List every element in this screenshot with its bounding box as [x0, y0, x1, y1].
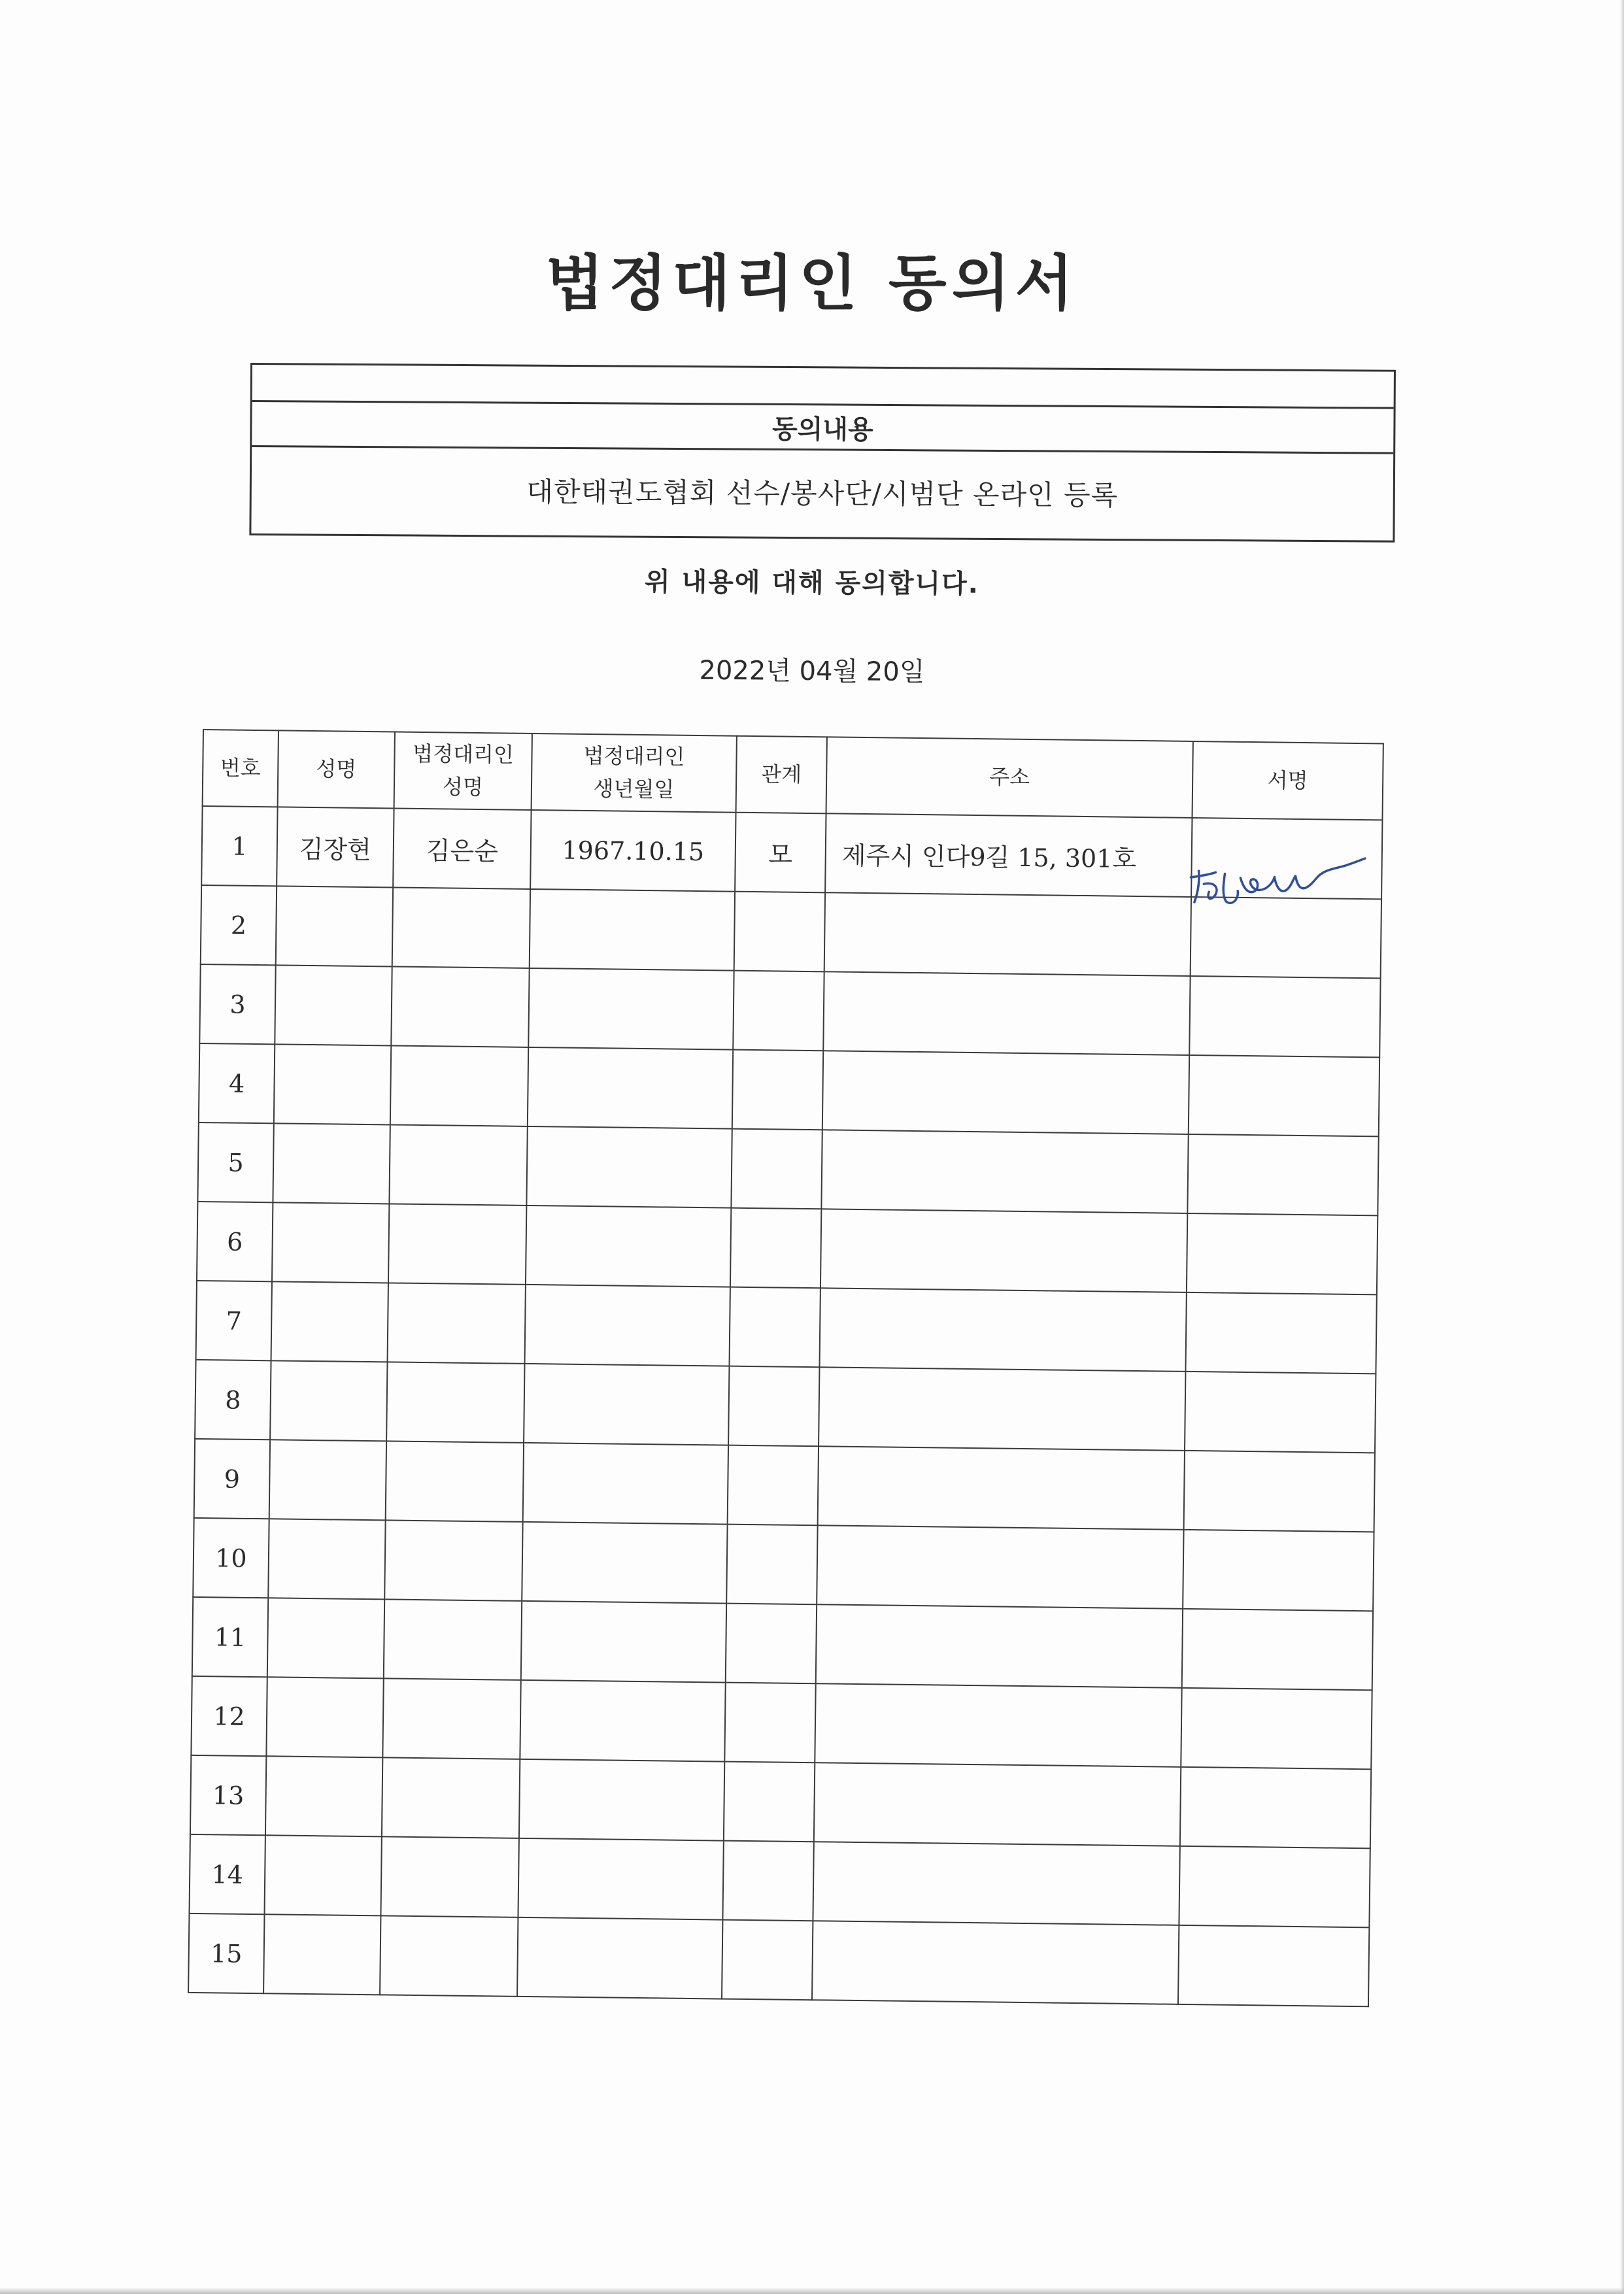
cell-guardian-birth — [528, 968, 734, 1050]
cell-signature — [1184, 1451, 1375, 1532]
cell-guardian-birth — [526, 1206, 731, 1287]
scan-edge-right — [1620, 0, 1624, 2294]
cell-guardian-name — [384, 1520, 522, 1600]
agreement-statement: 위 내용에 대해 동의합니다. — [644, 567, 980, 599]
document-date: 2022년 04월 20일 — [699, 655, 925, 688]
cell-no: 7 — [196, 1281, 272, 1360]
cell-name — [268, 1519, 385, 1599]
cell-relation — [728, 1445, 819, 1526]
header-relation: 관계 — [736, 736, 827, 814]
cell-address — [822, 1051, 1189, 1134]
cell-address — [812, 1921, 1179, 2004]
cell-name — [264, 1835, 381, 1915]
cell-signature — [1187, 1134, 1378, 1215]
cell-guardian-name: 김은순 — [393, 808, 531, 888]
cell-relation — [732, 1050, 823, 1130]
cell-guardian-name — [382, 1757, 520, 1838]
header-no: 번호 — [203, 730, 279, 807]
cell-guardian-name — [391, 966, 529, 1047]
cell-relation — [726, 1604, 817, 1684]
table-header-row — [203, 730, 1383, 820]
cell-guardian-birth: 1967.10.15 — [530, 810, 736, 892]
table-row — [195, 1360, 1376, 1453]
document-title: 법정대리인 동의서 — [545, 248, 1079, 318]
table-row — [193, 1518, 1374, 1611]
cell-address — [814, 1763, 1181, 1846]
cell-guardian-birth — [517, 1917, 722, 1999]
cell-no: 14 — [189, 1834, 265, 1914]
scan-edge-bottom — [0, 2287, 1624, 2294]
cell-address — [815, 1683, 1181, 1767]
table-body — [188, 806, 1382, 2006]
cell-relation — [733, 971, 824, 1051]
cell-name — [267, 1598, 384, 1678]
cell-guardian-birth — [519, 1759, 724, 1841]
cell-relation — [734, 892, 825, 972]
header-guardian-birth — [532, 734, 737, 813]
cell-address — [821, 1130, 1188, 1213]
cell-name — [273, 1123, 390, 1204]
cell-signature — [1185, 1292, 1376, 1374]
cell-address — [816, 1604, 1183, 1688]
cell-name — [276, 886, 393, 966]
cell-guardian-name — [382, 1678, 520, 1759]
cell-signature — [1179, 1846, 1370, 1927]
cell-no: 3 — [199, 964, 275, 1044]
header-guardian-name-line1: 법정대리인 — [413, 741, 515, 767]
cell-guardian-name — [388, 1283, 526, 1363]
table-row — [192, 1597, 1373, 1690]
table-row — [188, 1914, 1369, 2006]
cell-guardian-name — [384, 1599, 522, 1679]
cell-name — [271, 1281, 388, 1362]
cell-guardian-birth — [522, 1522, 727, 1604]
cell-name — [265, 1756, 382, 1836]
cell-relation — [722, 1841, 813, 1921]
cell-guardian-name — [386, 1362, 524, 1442]
header-name: 성명 — [278, 730, 395, 808]
table-row — [196, 1281, 1377, 1374]
cell-no: 8 — [195, 1360, 271, 1440]
cell-guardian-name — [388, 1204, 526, 1284]
table-row — [189, 1834, 1370, 1927]
header-guardian-name — [394, 732, 532, 809]
cell-address — [817, 1525, 1183, 1609]
cell-relation — [728, 1366, 819, 1447]
cell-name — [269, 1440, 386, 1520]
cell-address — [824, 892, 1191, 976]
cell-guardian-birth — [520, 1680, 725, 1762]
cell-relation — [731, 1129, 822, 1209]
table-row — [194, 1439, 1375, 1532]
consent-header: 동의내용 — [252, 400, 1393, 454]
table-row — [201, 885, 1381, 978]
cell-guardian-birth — [523, 1443, 728, 1525]
cell-name — [270, 1360, 387, 1441]
cell-signature — [1189, 1055, 1379, 1136]
cell-name — [263, 1914, 381, 1995]
cell-relation: 모 — [735, 813, 826, 893]
header-guardian-birth-line1: 법정대리인 — [583, 743, 685, 769]
cell-guardian-birth — [530, 889, 735, 971]
cell-no: 6 — [197, 1202, 273, 1281]
cell-no: 12 — [191, 1676, 267, 1756]
cell-address — [813, 1842, 1179, 1925]
table-row — [199, 1043, 1379, 1136]
cell-relation — [726, 1525, 817, 1605]
cell-name — [274, 1044, 391, 1124]
cell-signature — [1178, 1925, 1369, 2006]
cell-guardian-birth — [518, 1838, 723, 1920]
cell-relation — [730, 1208, 821, 1289]
table-row — [201, 806, 1382, 899]
header-guardian-name-line2: 성명 — [442, 773, 484, 800]
cell-relation — [724, 1683, 815, 1763]
cell-name: 김장현 — [277, 807, 394, 887]
cell-signature — [1180, 1767, 1371, 1848]
table-row — [191, 1676, 1372, 1769]
cell-address — [823, 971, 1190, 1055]
cell-relation — [722, 1920, 813, 2000]
header-signature: 서명 — [1192, 741, 1383, 820]
cell-no: 13 — [190, 1755, 266, 1835]
cell-no: 10 — [193, 1518, 269, 1598]
cell-signature — [1183, 1530, 1374, 1611]
cell-signature — [1182, 1609, 1373, 1690]
cell-name — [266, 1677, 383, 1757]
cell-address — [819, 1367, 1185, 1451]
cell-guardian-name — [380, 1915, 518, 1996]
cell-guardian-birth — [528, 1047, 733, 1129]
cell-guardian-name — [386, 1441, 524, 1521]
cell-signature — [1191, 897, 1381, 978]
cell-relation — [724, 1762, 815, 1842]
cell-name — [272, 1202, 389, 1283]
cell-guardian-name — [389, 1124, 527, 1205]
cell-guardian-name — [390, 1045, 528, 1126]
cell-no: 2 — [201, 885, 277, 965]
cell-guardian-birth — [525, 1285, 730, 1366]
cell-relation — [729, 1287, 820, 1368]
cell-address: 제주시 인다9길 15, 301호 — [825, 813, 1192, 897]
cell-address — [820, 1209, 1187, 1292]
cell-no: 4 — [199, 1043, 275, 1123]
cell-signature — [1181, 1688, 1372, 1769]
guardian-table-wrap — [188, 729, 1383, 1991]
cell-address — [818, 1446, 1185, 1530]
table-row — [197, 1122, 1378, 1215]
cell-signature — [1185, 1372, 1376, 1453]
table-row — [190, 1755, 1371, 1848]
consent-content: 대한태권도협회 선수/봉사단/시범단 온라인 등록 — [526, 475, 1119, 512]
consent-box — [249, 363, 1396, 543]
cell-guardian-birth — [526, 1126, 732, 1208]
cell-no: 9 — [194, 1439, 270, 1519]
cell-guardian-name — [381, 1836, 518, 1917]
table-row — [197, 1202, 1378, 1294]
table-row — [199, 964, 1380, 1057]
guardian-table — [188, 729, 1384, 2007]
cell-address — [819, 1288, 1186, 1372]
cell-guardian-birth — [521, 1601, 726, 1683]
cell-guardian-name — [392, 887, 530, 968]
header-guardian-birth-line2: 생년월일 — [593, 775, 675, 802]
cell-signature — [1191, 818, 1382, 899]
cell-signature — [1187, 1213, 1378, 1294]
cell-no: 5 — [197, 1122, 273, 1202]
cell-no: 1 — [201, 806, 277, 886]
cell-no: 15 — [188, 1914, 264, 1993]
cell-no: 11 — [192, 1597, 268, 1677]
cell-guardian-birth — [524, 1364, 729, 1445]
header-address: 주소 — [826, 737, 1193, 818]
cell-name — [275, 965, 392, 1045]
cell-signature — [1189, 976, 1380, 1057]
